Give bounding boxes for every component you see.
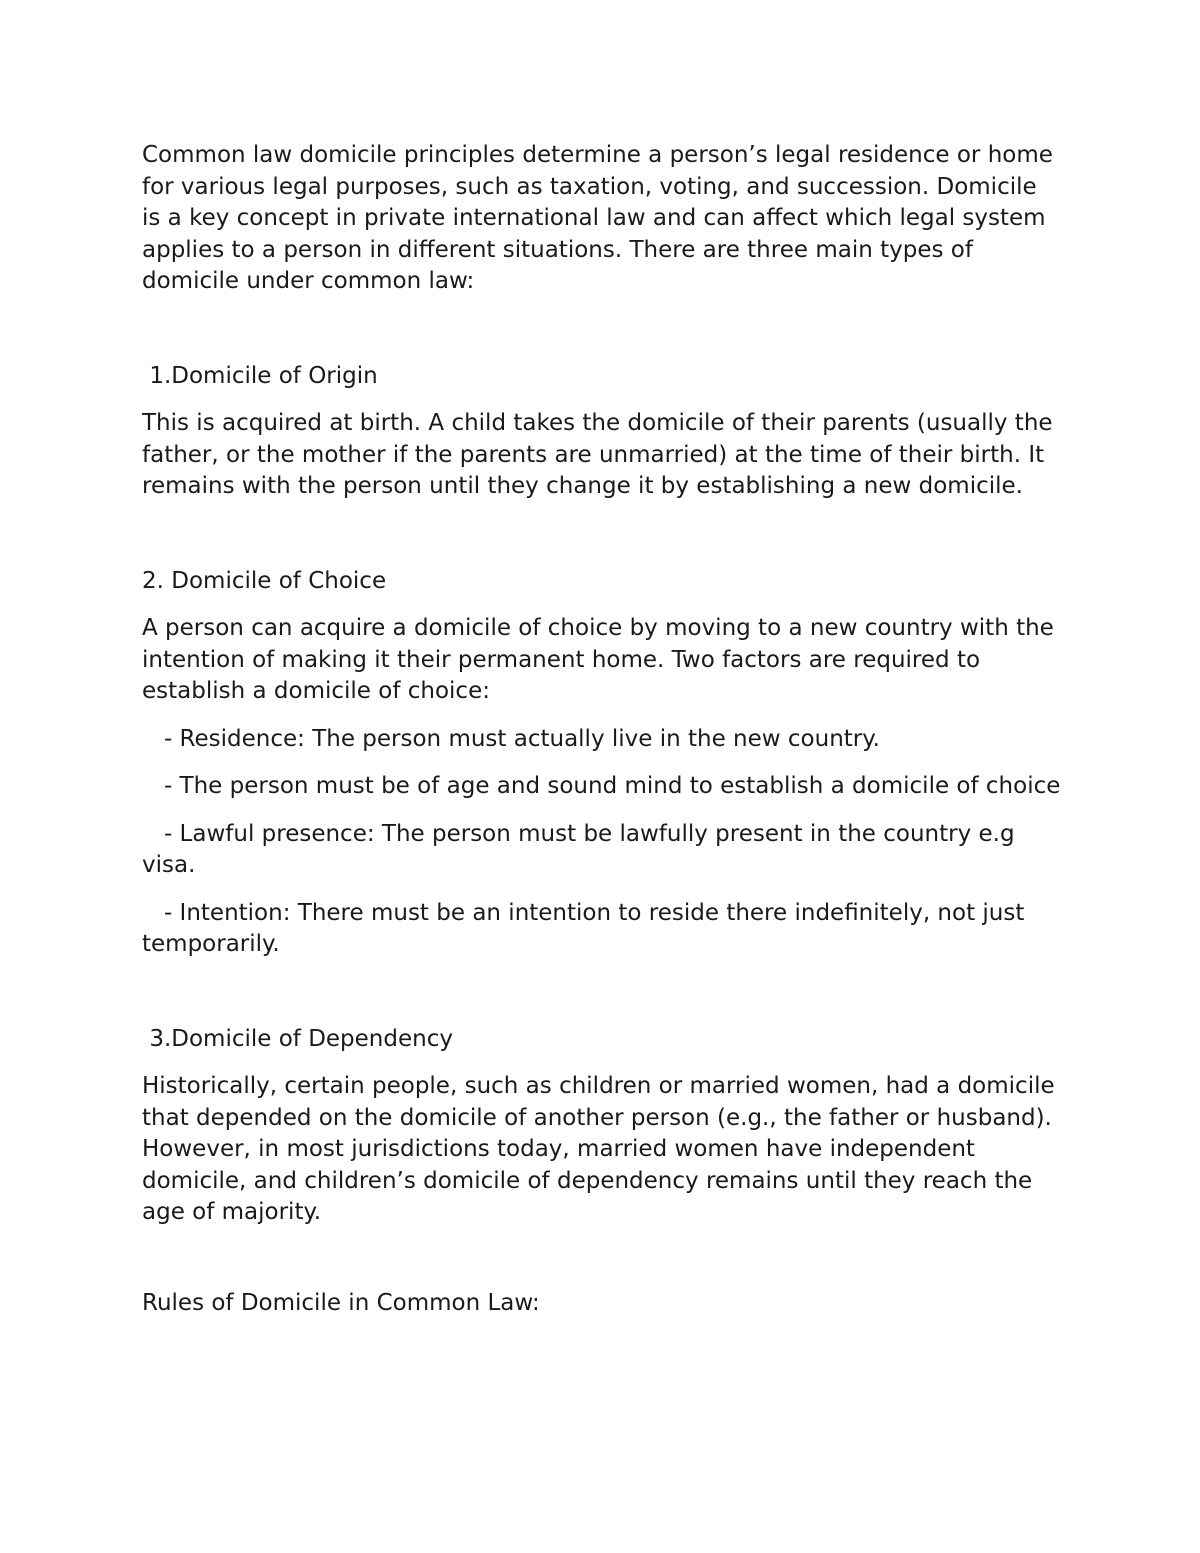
bullet-age-sound-mind: - The person must be of age and sound mind to establish a domicile of choice <box>142 773 1061 799</box>
paragraph-domicile-of-dependency: Historically, certain people, such as children or married women, had a domicile that depended on the domicile of another person (e.g., the father or husband). However, in most jurisdictions today, married women have independent domicile, and children’s domicile of dependency remains until they reach the age of majority. <box>142 1073 1062 1225</box>
paragraph-domicile-of-origin: This is acquired at birth. A child takes the domicile of their parents (usually the father, or the mother if the parents are unmarried) at the time of their birth. It remains with the person until they change it by establishing a new domicile. <box>142 410 1060 499</box>
document-body <box>142 140 1062 1319</box>
heading-domicile-of-origin: 1.Domicile of Origin <box>142 362 378 389</box>
heading-domicile-of-choice: 2. Domicile of Choice <box>142 567 387 594</box>
bullet-intention: - Intention: There must be an intention to reside there indefinitely, not just temporarily. <box>142 899 1032 957</box>
bullet-residence: - Residence: The person must actually live in the new country. <box>142 725 880 752</box>
intro-paragraph: Common law domicile principles determine a person’s legal residence or home for various legal purposes, such as taxation, voting, and succession. Domicile is a key concept in private international law and can affect which legal system applies to a person in different situations. There are three main types of domicile under common law: <box>142 142 1061 294</box>
paragraph-domicile-of-choice: A person can acquire a domicile of choice by moving to a new country with the intention of making it their permanent home. Two factors are required to establish a domicile of choice: <box>142 615 1062 704</box>
heading-domicile-of-dependency: 3.Domicile of Dependency <box>142 1025 453 1052</box>
bullet-lawful-presence: - Lawful presence: The person must be lawfully present in the country e.g visa. <box>142 820 1022 878</box>
heading-rules-of-domicile: Rules of Domicile in Common Law: <box>142 1289 540 1316</box>
